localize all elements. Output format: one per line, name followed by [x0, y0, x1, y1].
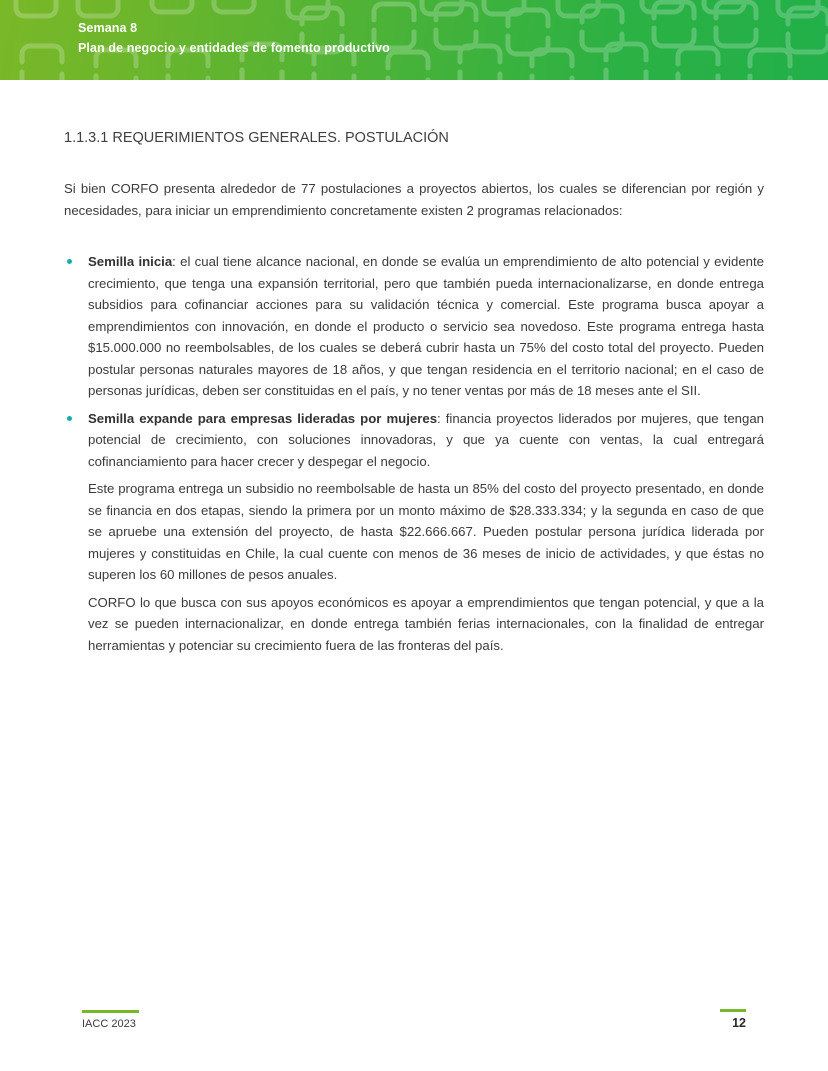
- bullet-extra-paragraph: Este programa entrega un subsidio no reembolsable de hasta un 85% del costo del proyecto presentado, en donde se financia en dos etapas, siendo la primera por un monto máximo de $28.333.334; y la segunda en caso de que se apruebe una extensión del proyecto, de hasta $22.666.667. Pueden postular persona jurídica liderada por mujeres y constituidas en Chile, la cual cuente con menos de 36 meses de inicio de actividades, y que éstas no superen los 60 millones de pesos anuales.: [88, 481, 764, 582]
- bullet-lead-in: Semilla inicia: [88, 254, 173, 269]
- document-content: [64, 128, 764, 662]
- bullet-extra-paragraph: CORFO lo que busca con sus apoyos económicos es apoyar a emprendimientos que tengan potencial, y que a la vez se pueden internacionalizar, en donde entrega también ferias internacionales, con la finalidad de entregar herramientas y potenciar su crecimiento fuera de las fronteras del país.: [88, 594, 764, 653]
- header-title-block: [78, 20, 390, 57]
- section-heading: 1.1.3.1 REQUERIMIENTOS GENERALES. POSTULACIÓN: [64, 130, 449, 146]
- bullet-text: [88, 251, 764, 402]
- bullet-text: [88, 408, 764, 473]
- page-body: [0, 80, 828, 1071]
- footer-organization-label: IACC 2023: [82, 1018, 136, 1030]
- bullet-body: : el cual tiene alcance nacional, en donde se evalúa un emprendimiento de alto potencial y evidente crecimiento, que tenga una expansión territorial, pero que también pueda internacionalizarse, en donde entrega subsidios para cofinanciar acciones para su validación técnica y comercial. Este programa busca apoyar a emprendimientos con innovación, en donde el producto o servicio sea novedoso. Este programa entrega hasta $15.000.000 no reembolsables, de los cuales se deberá cubrir hasta un 75% del costo total del proyecto. Pueden postular personas naturales mayores de 18 años, y que tengan residencia en el territorio nacional; en el caso de personas jurídicas, deben ser constituidas en el país, y no tener ventas por más de 18 meses ante el SII.: [88, 254, 764, 398]
- bullet-body: : financia proyectos liderados por mujeres, que tengan potencial de crecimiento, con soluciones innovadoras, y que ya cuente con ventas, la cual entregará cofinanciamiento para hacer crecer y despegar el negocio.: [88, 410, 765, 469]
- footer-organization-block: [82, 1010, 139, 1031]
- footer-rule-right: [720, 1009, 746, 1012]
- header-course-title: Plan de negocio y entidades de fomento productivo: [78, 41, 390, 55]
- page-header: [0, 0, 828, 80]
- list-item: [64, 408, 764, 657]
- footer-page-number-block: [720, 1009, 746, 1031]
- bullet-dot-icon: [67, 416, 72, 421]
- page-footer: [0, 1001, 828, 1071]
- intro-paragraph: Si bien CORFO presenta alrededor de 77 postulaciones a proyectos abiertos, los cuales se diferencian por región y necesidades, para iniciar un emprendimiento concretamente existen 2 programas relacionados:: [64, 181, 764, 218]
- bullet-dot-icon: [67, 259, 72, 264]
- bullet-lead-in: Semilla expande para empresas lideradas por mujeres: [88, 410, 438, 426]
- footer-rule-left: [82, 1010, 139, 1013]
- programs-bullet-list: [64, 251, 764, 656]
- list-item: [64, 251, 764, 402]
- footer-page-number: 12: [732, 1016, 746, 1030]
- header-week-label: Semana 8: [78, 21, 138, 35]
